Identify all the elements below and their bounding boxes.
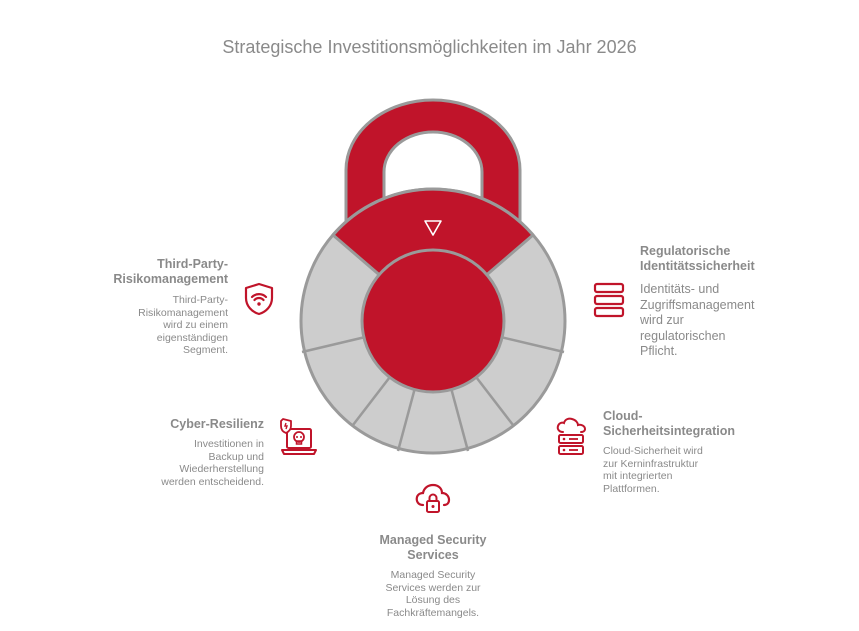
regulatory-block (640, 244, 800, 360)
cloud-server-icon (553, 417, 591, 457)
regulatory-description: Identitäts- und Zugriffsmanagement wird zur regulatorischen Pflicht. (640, 282, 755, 358)
regulatory-title: Regulatorische Identitätssicherheit (640, 244, 755, 273)
third-party-description: Third-Party- Risikomanagement wird zu einem eigenständigen Segment. (138, 294, 228, 356)
page-title: Strategische Investitionsmöglichkeiten im Jahr 2026 (222, 37, 637, 57)
cyber-description: Investitionen in Backup und Wiederherstellung werden entscheidend. (161, 438, 264, 488)
cyber-block (120, 417, 264, 488)
managed-block (353, 533, 513, 619)
wifi-shield-icon (241, 281, 277, 317)
third-party-block (96, 257, 228, 357)
managed-title: Managed Security Services (379, 533, 487, 562)
cloud-lock-icon (414, 481, 452, 517)
cloud-title: Cloud- Sicherheitsintegration (603, 409, 735, 438)
cloud-block (603, 409, 763, 495)
managed-description: Managed Security Services werden zur Lösung des Fachkräftemangels. (385, 569, 481, 619)
server-stack-icon (592, 281, 626, 319)
third-party-title: Third-Party- Risikomanagement (113, 257, 228, 286)
laptop-skull-icon (278, 416, 320, 458)
cyber-title: Cyber-Resilienz (170, 417, 264, 431)
dial-center (362, 250, 504, 392)
cloud-description: Cloud-Sicherheit wird zur Kerninfrastruktur mit integrierten Plattformen. (603, 445, 703, 495)
